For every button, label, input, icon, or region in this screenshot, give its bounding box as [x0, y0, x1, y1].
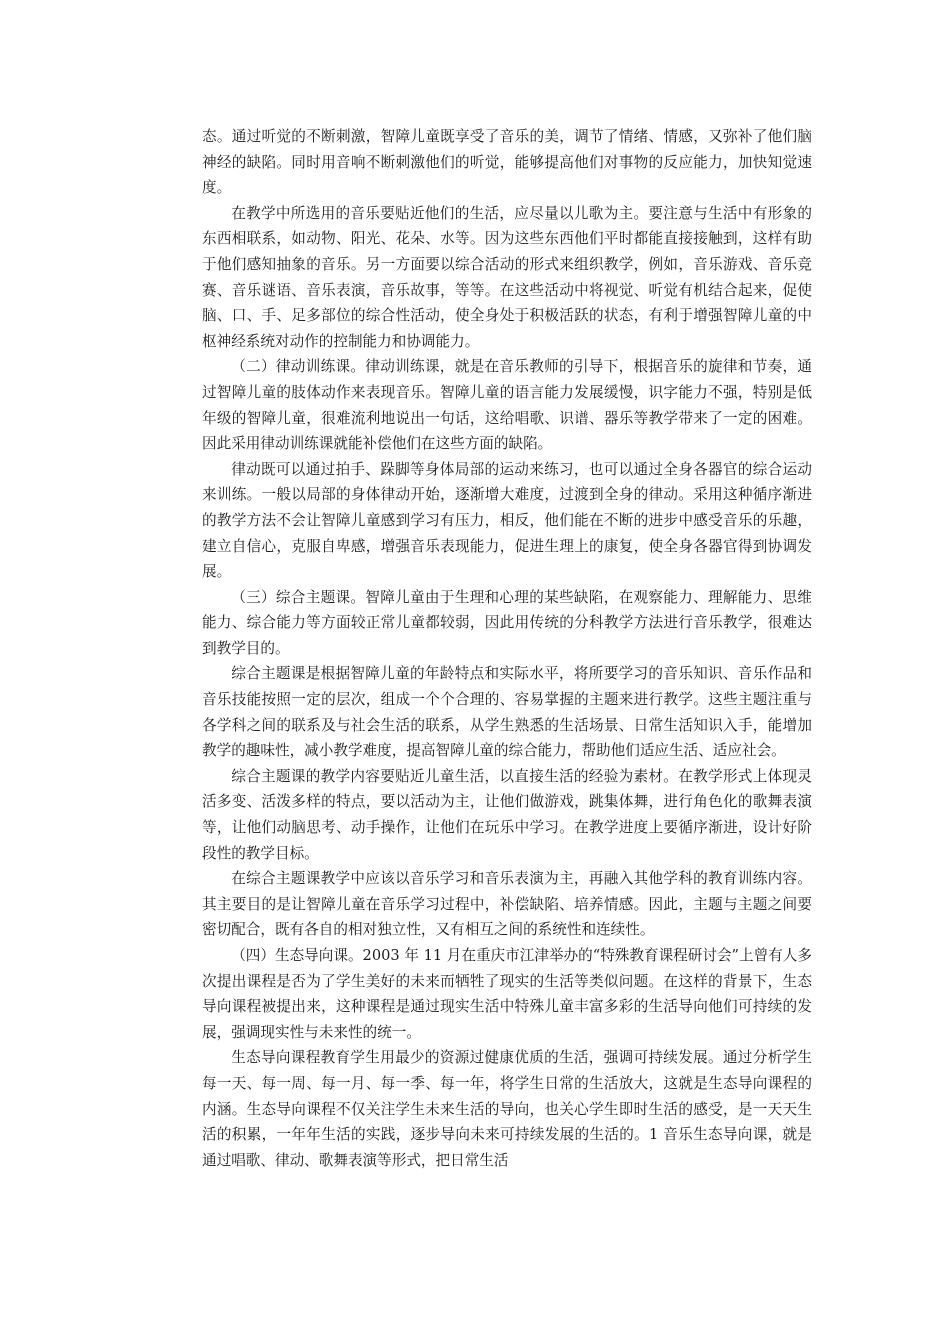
body-text — [202, 124, 812, 1173]
paragraph-8: 在综合主题课教学中应该以音乐学习和音乐表演为主，再融入其他学科的教育训练内容。其主要目的是让智障儿童在音乐学习过程中，补偿缺陷、培养情感。因此，主题与主题之间要密切配合，既有各自的相对独立性，又有相互之间的系统性和连续性。 — [202, 870, 812, 939]
paragraph-3: （二）律动训练课。律动训练课，就是在音乐教师的引导下，根据音乐的旋律和节奏，通过智障儿童的肢体动作来表现音乐。智障儿童的语言能力发展缓慢，识字能力不强，特别是低年级的智障儿童，很难流利地说出一句话，这给唱歌、识谱、器乐等教学带来了一定的困难。因此采用律动训练课就能补偿他们在这些方面的缺陷。 — [202, 358, 812, 453]
paragraph-9: （四）生态导向课。2003 年 11 月在重庆市江津举办的“特殊教育课程研讨会”上曾有人多次提出课程是否为了学生美好的未来而牺牲了现实的生活等类似问题。在这样的背景下，生态导向课程被提出来，这种课程是通过现实生活中特殊儿童丰富多彩的生活导向他们可持续的发展，强调现实性与未来性的统一。 — [202, 947, 812, 1041]
paragraph-10: 生态导向课程教育学生用最少的资源过健康优质的生活，强调可持续发展。通过分析学生每一天、每一周、每一月、每一季、每一年，将学生日常的生活放大，这就是生态导向课程的内涵。生态导向课程不仅关注学生未来生活的导向，也关心学生即时生活的感受，是一天天生活的积累，一年年生活的实践，逐步导向未来可持续发展的生活的。1 音乐生态导向课，就是通过唱歌、律动、歌舞表演等形式，把日常生活 — [202, 1049, 812, 1169]
paragraph-7: 综合主题课的教学内容要贴近儿童生活，以直接生活的经验为素材。在教学形式上体现灵活多变、活泼多样的特点，要以活动为主，让他们做游戏，跳集体舞，进行角色化的歌舞表演等，让他们动脑思考、动手操作，让他们在玩乐中学习。在教学进度上要循序渐进，设计好阶段性的教学目标。 — [202, 767, 812, 862]
paragraph-5: （三）综合主题课。智障儿童由于生理和心理的某些缺陷，在观察能力、理解能力、思维能力、综合能力等方面较正常儿童都较弱，因此用传统的分科教学方法进行音乐教学，很难达到教学目的。 — [202, 588, 812, 657]
paragraph-4: 律动既可以通过拍手、跺脚等身体局部的运动来练习，也可以通过全身各器官的综合运动来训练。一般以局部的身体律动开始，逐渐增大难度，过渡到全身的律动。采用这种循序渐进的教学方法不会让智障儿童感到学习有压力，相反，他们能在不断的进步中感受音乐的乐趣，建立自信心，克服自卑感，增强音乐表现能力，促进生理上的康复，使全身各器官得到协调发展。 — [202, 460, 812, 581]
paragraph-6: 综合主题课是根据智障儿童的年龄特点和实际水平，将所要学习的音乐知识、音乐作品和音乐技能按照一定的层次，组成一个个合理的、容易掌握的主题来进行教学。这些主题注重与各学科之间的联系及与社会生活的联系，从学生熟悉的生活场景、日常生活知识入手，能增加教学的趣味性，减小教学难度，提高智障儿童的综合能力，帮助他们适应生活、适应社会。 — [202, 665, 812, 760]
paragraph-1: 态。通过听觉的不断刺激，智障儿童既享受了音乐的美，调节了情绪、情感，又弥补了他们脑神经的缺陷。同时用音响不断刺激他们的听觉，能够提高他们对事物的反应能力，加快知觉速度。 — [202, 128, 812, 197]
paragraph-2: 在教学中所选用的音乐要贴近他们的生活，应尽量以儿歌为主。要注意与生活中有形象的东西相联系，如动物、阳光、花朵、水等。因为这些东西他们平时都能直接接触到，这样有助于他们感知抽象的音乐。另一方面要以综合活动的形式来组织教学，例如，音乐游戏、音乐竞赛、音乐谜语、音乐表演，音乐故事，等等。在这些活动中将视觉、听觉有机结合起来，促使脑、口、手、足多部位的综合性活动，使全身处于积极活跃的状态，有利于增强智障儿童的中枢神经系统对动作的控制能力和协调能力。 — [202, 204, 812, 350]
